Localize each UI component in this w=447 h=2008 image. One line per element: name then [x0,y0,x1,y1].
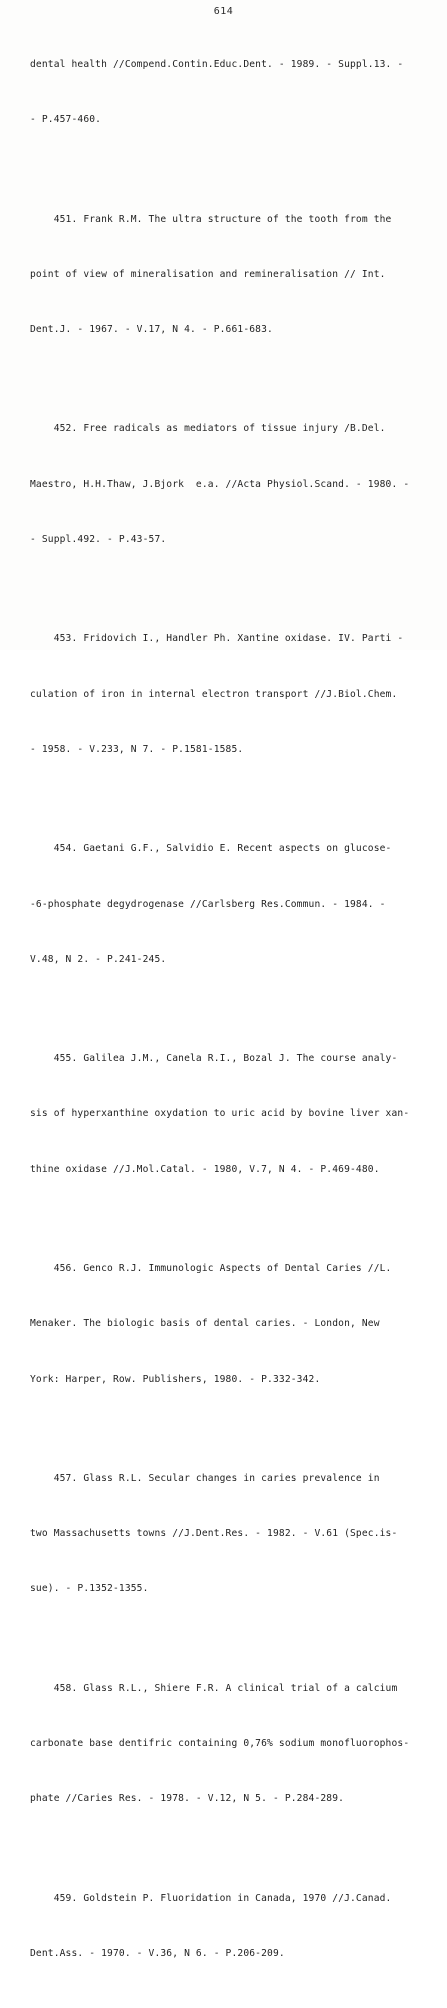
reference-line: 457. Glass R.L. Secular changes in caries prevalence in [30,1473,380,1485]
reference-line: 459. Goldstein P. Fluoridation in Canada, 1970 //J.Canad. [30,1892,392,1904]
reference-entry-459 [30,1853,430,2000]
reference-line: 458. Glass R.L., Shiere F.R. A clinical trial of a calcium [30,1682,398,1694]
reference-entry-452 [30,384,430,586]
reference-line: - P.457-460. [30,114,102,126]
reference-line: - Suppl.492. - P.43-57. [30,533,167,545]
reference-entry-continued [30,19,430,166]
reference-line: -6-phosphate degydrogenase //Carlsberg Res.Commun. - 1984. - [30,898,386,910]
reference-line: 453. Fridovich I., Handler Ph. Xantine oxidase. IV. Parti - [30,633,404,645]
reference-line: Dent.J. - 1967. - V.17, N 4. - P.661-683. [30,323,273,335]
reference-line: V.48, N 2. - P.241-245. [30,953,167,965]
reference-line: 454. Gaetani G.F., Salvidio E. Recent aspects on glucose- [30,843,392,855]
reference-line: - 1958. - V.233, N 7. - P.1581-1585. [30,743,244,755]
reference-entry-456 [30,1223,430,1425]
reference-entry-458 [30,1643,430,1845]
reference-entry-455 [30,1013,430,1215]
reference-entry-451 [30,174,430,376]
reference-line: dental health //Compend.Contin.Educ.Dent. - 1989. - Suppl.13. - [30,58,404,70]
reference-line: culation of iron in internal electron transport //J.Biol.Chem. [30,688,398,700]
reference-line: point of view of mineralisation and remineralisation // Int. [30,268,386,280]
reference-entry-454 [30,803,430,1005]
reference-line: 451. Frank R.M. The ultra structure of the tooth from the [30,213,392,225]
reference-line: sue). - P.1352-1355. [30,1583,149,1595]
reference-line: Dent.Ass. - 1970. - V.36, N 6. - P.206-209. [30,1948,285,1960]
reference-line: Maestro, H.H.Thaw, J.Bjork e.a. //Acta Physiol.Scand. - 1980. - [30,478,410,490]
reference-line: sis of hyperxanthine oxydation to uric acid by bovine liver xan- [30,1108,410,1120]
reference-entry-457 [30,1433,430,1635]
page-number: 614 [213,6,234,17]
reference-line: York: Harper, Row. Publishers, 1980. - P.332-342. [30,1373,321,1385]
reference-line: 455. Galilea J.M., Canela R.I., Bozal J. The course analy- [30,1053,398,1065]
reference-line: two Massachusetts towns //J.Dent.Res. - 1982. - V.61 (Spec.is- [30,1528,398,1540]
reference-line: carbonate base dentifric containing 0,76% sodium monofluorophos- [30,1738,410,1750]
reference-entry-453 [30,594,430,796]
reference-line: 452. Free radicals as mediators of tissue injury /B.Del. [30,423,386,435]
reference-line: thine oxidase //J.Mol.Catal. - 1980, V.7, N 4. - P.469-480. [30,1163,380,1175]
reference-line: Menaker. The biologic basis of dental caries. - London, New [30,1318,380,1330]
reference-line: 456. Genco R.J. Immunologic Aspects of Dental Caries //L. [30,1263,392,1275]
reference-list [30,19,430,2008]
reference-line: phate //Caries Res. - 1978. - V.12, N 5. - P.284-289. [30,1793,345,1805]
